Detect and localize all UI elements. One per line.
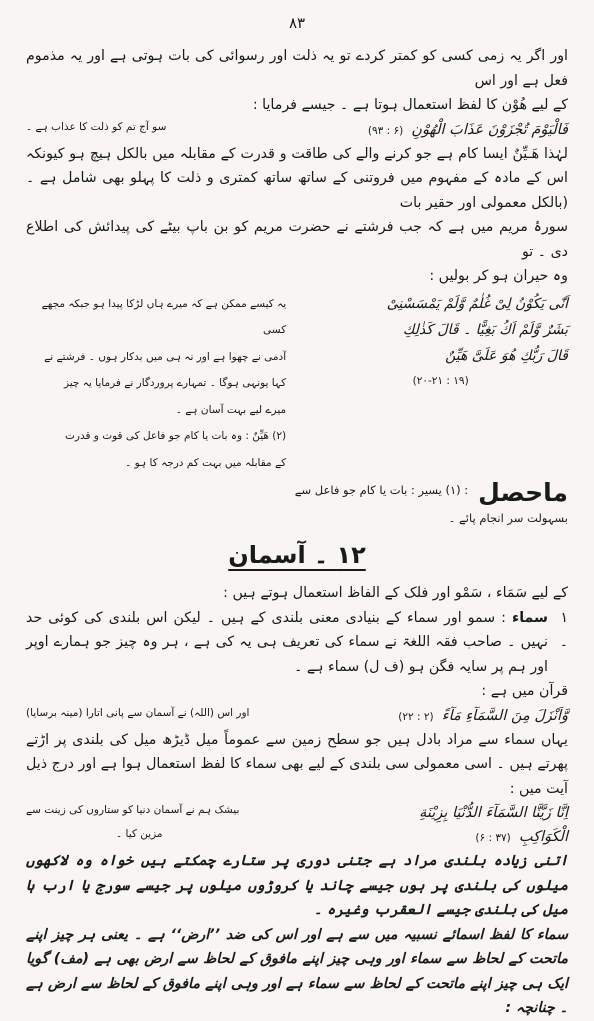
paragraph-stars: اتنی زیادہ بلندی مراد ہے جتنی دوری پر ستارے چمکتے ہیں خواہ وہ لاکھوں میلوں کی بلندی پر ہوں جیسے چاند یا کروڑوں میلوں پر جیسے سورج یا ارب ہا میل کی بلندی جیسے العقرب وغیرہ ۔ [26,853,568,918]
ayah-3-line-2: الْكَوَاكِبِ [518,829,568,845]
ayah-3-ref: (۳۷ : ۶) [475,832,511,844]
dialogue-translation-line: میرے لیے بہت آسان ہے ۔ [175,403,287,416]
dialogue-ayah-column [313,291,568,477]
section-heading: ۱۲ ۔ آسمان [228,541,366,569]
dialogue-ayah-line: بَشَرٌ وَّلَمْ اَكُ بَغِیًّا ۔ قَالَ كَذٰلِكِ [402,321,568,338]
item-1 [26,606,568,680]
dialogue-ayah-line: قَالَ رَبُّكِ هُوَ عَلَیَّ هَیِّنٌ [445,347,568,364]
ayah-row-3 [26,801,568,825]
ayah-1: فَالْيَوْمَ تُجْزَوْنَ عَذَابَ الْهُوْنِ [411,121,568,138]
intro-line-2: کے لیے هُوْن کا لفظ استعمال ہوتا ہے ۔ جیسے فرمایا : [252,97,568,113]
page-number: ۸۳ [288,14,306,32]
ayah-2-group [395,704,568,728]
dialogue-ref: (۱۹ : ۲۰-۲۱) [412,374,469,387]
hasil-line-2: بسہولت سر انجام پائے ۔ [448,511,568,525]
dialogue-translation-line: کے مقابلہ میں بہت کم درجہ کا ہو ۔ [125,456,287,469]
hasil-row [26,478,568,508]
section-intro: کے لیے سَمَاء ، سَمْو اور فلک کے الفاظ استعمال ہوتے ہیں : [223,585,568,601]
paragraph-bolin: وہ حیران ہو کر بولیں : [429,268,568,284]
hasil-line-1: : (۱) یسیر : بات یا کام جو فاعل سے [294,483,469,497]
item-1-body: : سمو اور سماء کے بنیادی معنی بلندی کے ہیں ۔ لیکن اس بلندی کی کوئی حد نہیں ۔ صاحب فقہ اللغۃ نے سماء کی تعریف ہی یہ کی ہے ، ہر وہ چیز جو ہمارے اوپر اور ہم پر سایہ فگن ہو (ف ل) سماء ہے ۔ [26,609,548,675]
ayah-1-ref: (۶ : ۹۳) [367,124,404,137]
quran-intro: قرآن میں ہے : [481,683,568,699]
item-1-number: ۱ ۔ [559,609,568,650]
ayah-1-group [365,118,568,142]
ayah-3-line-2-group [472,825,568,849]
dialogue-ayah-line: اَنّٰی یَكُوْنُ لِیْ غُلٰمٌ وَّلَمْ یَمْسَسْنِیْ [386,295,568,312]
ayah-row-1 [26,118,568,142]
ayah-row-2 [26,704,568,728]
ayah-1-translation: سو آج تم کو ذلت کا عذاب ہے ۔ [26,120,167,133]
ayah-2: وَّاَنْزَلَ مِنَ السَّمَآءِ مَآءً [441,707,568,724]
paragraph-relative-terms: سماء کا لفظ اسمائے نسبیہ میں سے ہے اور اس کی ضد ’’ارض‘‘ ہے ۔ یعنی ہر چیز اپنے ماتحت کے لحاظ سے سماء اور وہی چیز اپنے مافوق کے لحاظ سے ارض بھی ہے (مف) گویا ایک ہی چیز اپنے ماتحت کے لحاظ سے سماء ہے اور وہی اپنے مافوق کے لحاظ سے ارض ہے ۔ چنانچہ : [26,926,568,1016]
ayah-3-translation-1: بیشک ہم نے آسمان دنیا کو ستاروں کی زینت سے [26,804,240,816]
paragraph-maryam: سورۂ مریم میں ہے کہ جب فرشتے نے حضرت مریم کو بن باپ بیٹے کی پیدائش کی اطلاع دی ۔ تو [26,219,568,260]
ayah-2-translation: اور اس (اللہ) نے آسمان سے پانی اتارا (مینہ برسایا) [26,706,250,719]
paragraph-clouds: یہاں سماء سے مراد بادل ہیں جو سطح زمین سے عموماً میل ڈیڑھ میل کی بلندی پر اڑتے پھرتے ہیں ۔ اسی معمولی سی بلندی کے لیے بھی سماء کا لفظ استعمال ہوا ہے اور درج ذیل آیت میں : [26,731,568,797]
ayah-3-translation-2: مزین کیا ۔ [116,828,163,840]
item-1-text [26,606,548,680]
dialogue-translation-line: کہا یونہی ہوگا ۔ تمہارے پروردگار نے فرمایا یہ چیز [63,377,287,389]
intro-line-1: اور اگر یہ زمی کسی کو کمتر کردے تو یہ ذلت اور رسوائی کی بات ہوتی ہے اور یہ مذموم فعل ہے اور اس [26,48,568,89]
item-1-term: سماء [511,609,548,626]
dialogue-block [26,291,568,477]
ayah-2-ref: (۲ : ۲۲) [398,710,434,723]
dialogue-translation-line: (۲) هَیِّنٌ : وہ بات یا کام جو فاعل کی قوت و قدرت [64,430,287,442]
hasil-body [295,478,468,503]
ayah-row-3b [26,825,568,849]
ayah-3-line-1: اِنَّا زَیَّنَّا السَّمَآءَ الدُّنْیَا بِزِیْنَةِ [419,805,568,821]
hasil-label: ماحصل [478,478,568,507]
dialogue-translation-line: یہ کیسے ممکن ہے کہ میرے ہاں لڑکا پیدا ہو جبکہ مجھے کسی [41,297,287,336]
paragraph-hayyin: لہٰذا هَـيِّنٌ ایسا کام ہے جو کرنے والے کی طاقت و قدرت کے مقابلہ میں بالکل ہیچ ہو کیونکہ اس کے مادہ کے مفہوم میں فروتنی کے ساتھ ساتھ کمتری و ذلت کا پہلو بھی شامل ہے ۔ (بالکل معمولی اور حقیر بات [26,145,568,211]
dialogue-translation-line: آدمی نے چھوا ہے اور نہ ہی میں بدکار ہوں ۔ فرشتے نے [44,350,287,363]
dialogue-translation-column [26,291,286,477]
